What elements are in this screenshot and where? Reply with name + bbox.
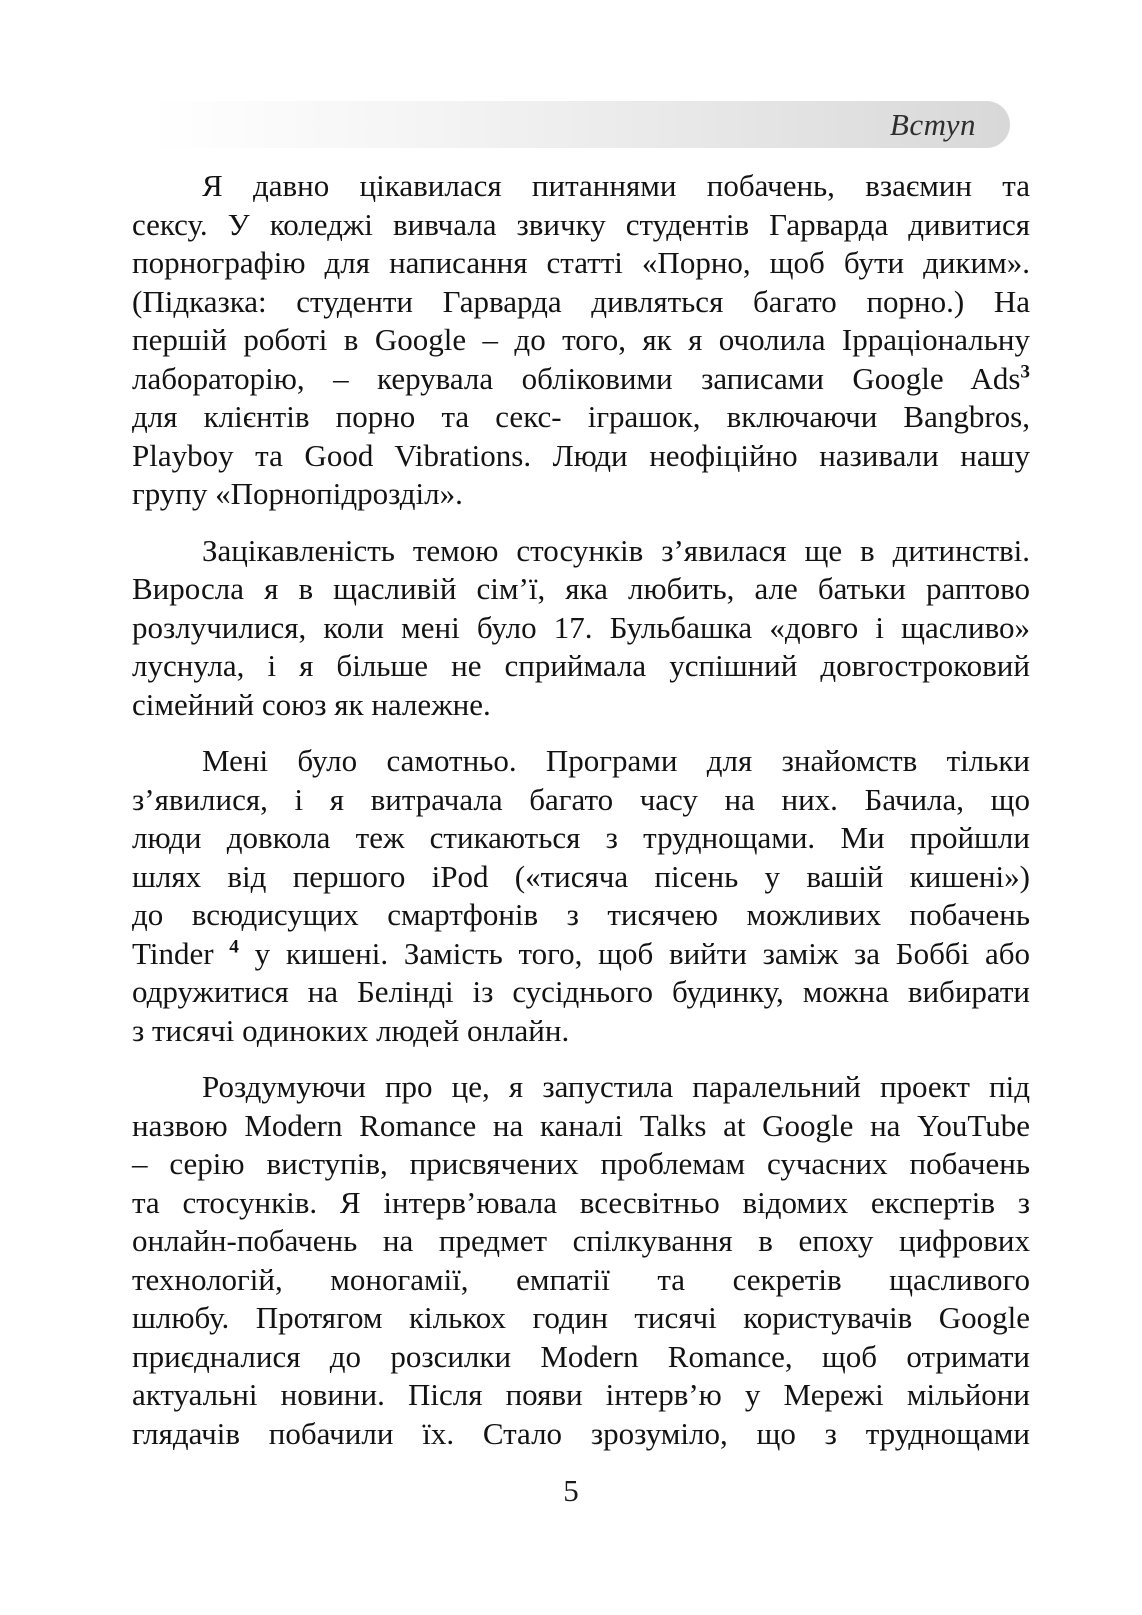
text-line: технологій, моногамії, емпатії та секретів щасливого <box>132 1261 1030 1297</box>
text-line: (Підказка: студенти Гарварда дивляться багато порно.) На <box>132 283 1030 319</box>
text-line: шлюбу. Протягом кількох годин тисячі користувачів Google <box>132 1300 1030 1335</box>
paragraph <box>132 1068 1030 1453</box>
text-line: з’явилися, і я витрачала багато часу на них. Бачила, що <box>132 781 1030 817</box>
text-line: сімейний союз як належне. <box>132 686 491 722</box>
text-line: одружитися на Белінді із сусіднього будинку, можна вибирати <box>132 974 1030 1009</box>
text-line: назвою Modern Romance на каналі Talks at Google на YouTube <box>132 1107 1030 1143</box>
text-line: онлайн-побачень на предмет спілкування в епоху цифрових <box>132 1223 1030 1258</box>
text-line: луснула, і я більше не сприймала успішний довгостроковий <box>132 648 1030 683</box>
footnote-ref: 3 <box>1020 361 1030 383</box>
text-line: приєдналися до розсилки Modern Romance, щоб отримати <box>132 1338 1030 1374</box>
text-line: для клієнтів порно та секс- іграшок, включаючи Bangbros, <box>132 399 1030 434</box>
text-line: сексу. У коледжі вивчала звичку студентів Гарварда дивитися <box>132 206 1030 242</box>
page-number: 5 <box>563 1473 579 1508</box>
text-line: глядачів побачили їх. Стало зрозуміло, що з труднощами <box>132 1415 1030 1451</box>
text-line: шлях від першого iPod («тисяча пісень у вашій кишені») <box>132 858 1030 894</box>
text-line: Tinder $^4$ у кишені. Замість того, щоб вийти заміж за Боббі або <box>132 935 1030 971</box>
text-line: Зацікавленість темою стосунків з’явилася ще в дитинстві. <box>202 532 1030 568</box>
text-line: лабораторію, – керувала обліковими записами Google Ads$^3$ <box>132 360 1030 396</box>
paragraph <box>132 532 1030 725</box>
text-line: – серію виступів, присвячених проблемам сучасних побачень <box>132 1146 1030 1181</box>
footnote-ref: 4 <box>229 936 239 958</box>
body-text <box>132 167 1030 1453</box>
chapter-title: Вступ <box>889 106 976 142</box>
text-line: Виросла я в щасливій сім’ї, яка любить, але батьки раптово <box>132 571 1030 606</box>
text-line: Мені було самотньо. Програми для знайомств тільки <box>202 743 1030 778</box>
text-line: Playboy та Good Vibrations. Люди неофіційно називали нашу <box>132 437 1030 473</box>
text-line: до всюдисущих смартфонів з тисячею можливих побачень <box>132 897 1030 932</box>
paragraph <box>132 742 1030 1050</box>
text-line: Роздумуючи про це, я запустила паралельний проект під <box>202 1069 1030 1104</box>
chapter-header-bar <box>150 101 1010 148</box>
text-line: розлучилися, коли мені було 17. Бульбашка «довго і щасливо» <box>132 609 1030 645</box>
text-line: першій роботі в Google – до того, як я очолила Ірраціональну <box>132 322 1030 357</box>
text-line: порнографію для написання статті «Порно, щоб бути диким». <box>132 245 1030 280</box>
text-line: люди довкола теж стикаються з труднощами. Ми пройшли <box>132 820 1030 855</box>
text-line: та стосунків. Я інтерв’ювала всесвітньо відомих експертів з <box>132 1184 1030 1220</box>
text-line: з тисячі одиноких людей онлайн. <box>132 1012 570 1048</box>
text-line: Я давно цікавилася питаннями побачень, взаємин та <box>202 168 1030 203</box>
paragraph <box>132 167 1030 514</box>
text-line: групу «Порнопідрозділ». <box>132 476 463 511</box>
text-line: актуальні новини. Після появи інтерв’ю у Мережі мільйони <box>132 1377 1030 1412</box>
